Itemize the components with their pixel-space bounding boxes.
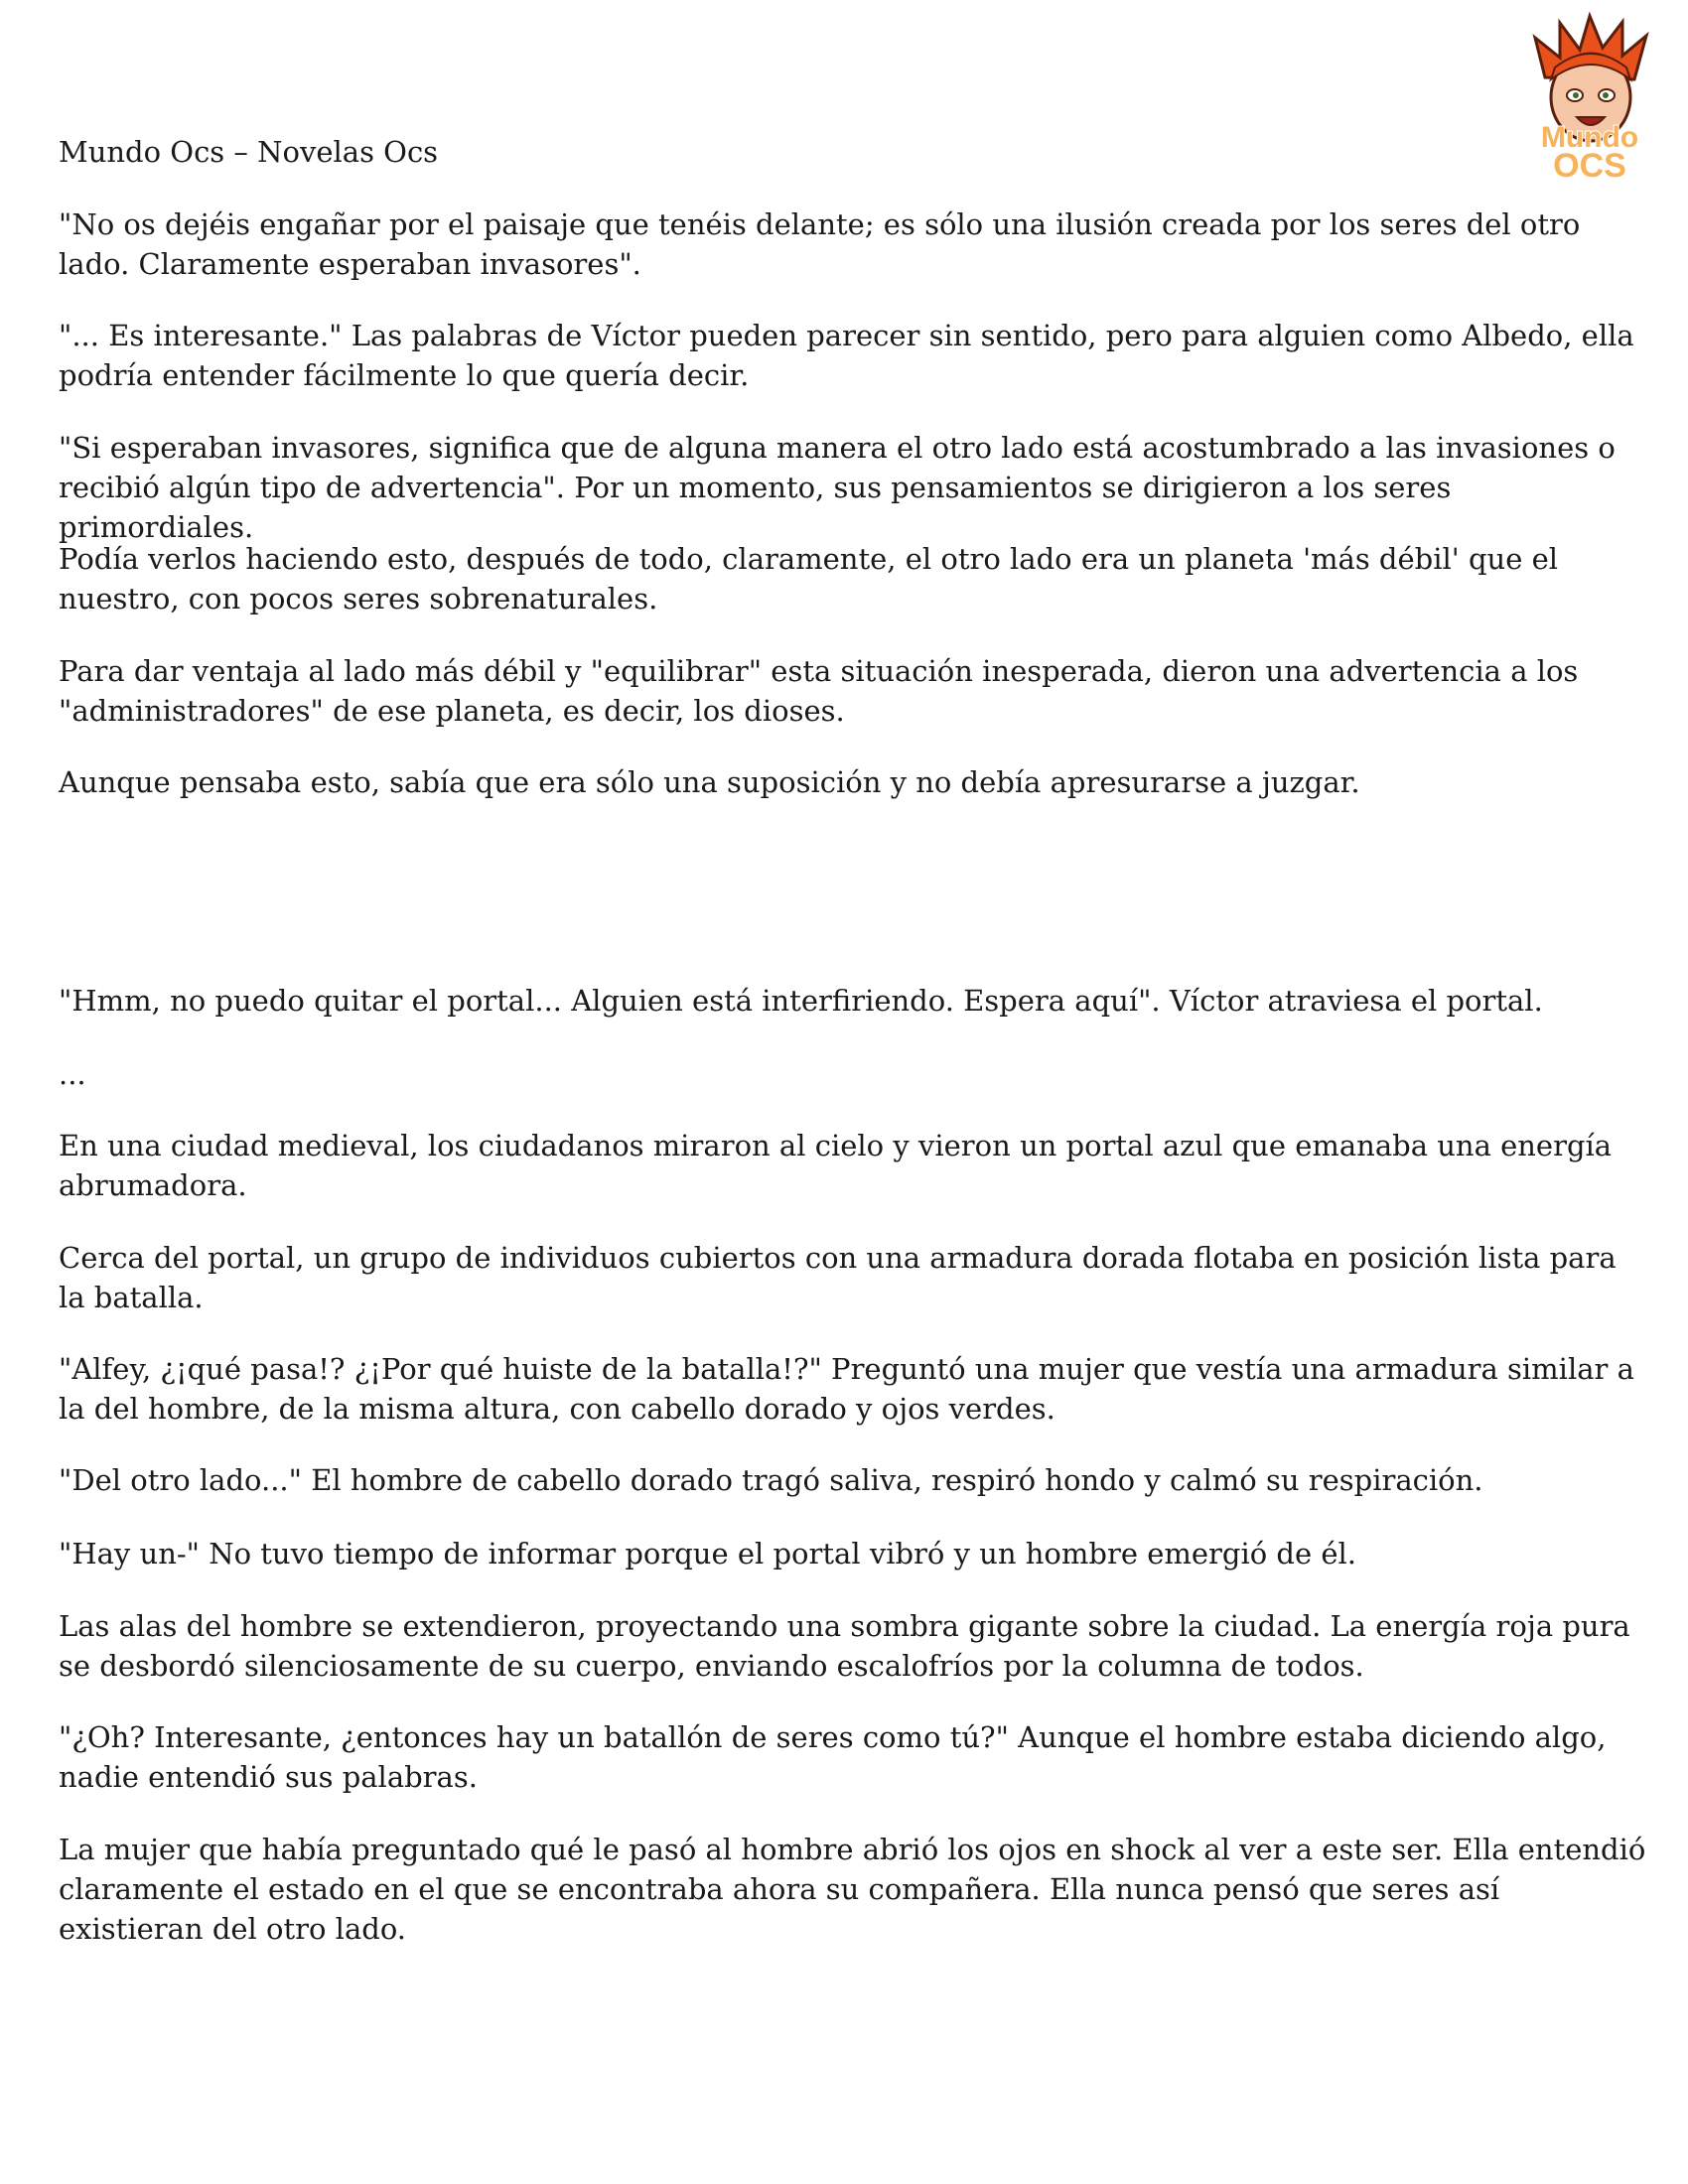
logo-text-bottom: OCS — [1553, 147, 1626, 183]
logo-text — [1541, 121, 1638, 183]
document-header: Mundo Ocs – Novelas Ocs — [59, 135, 439, 169]
document-page — [59, 0, 1647, 2184]
paragraph-8: En una ciudad medieval, los ciudadanos miraron al cielo y vieron un portal azul que emanaba una energía abrumadora. — [59, 1129, 1613, 1202]
mundo-ocs-logo — [1505, 8, 1674, 183]
paragraph-7: "Hmm, no puedo quitar el portal... Alguien está interfiriendo. Espera aquí". Víctor atraviesa el portal. — [59, 984, 1543, 1018]
paragraph-13: Las alas del hombre se extendieron, proyectando una sombra gigante sobre la ciudad. La energía roja pura se desbordó silenciosamente de su cuerpo, enviando escalofríos por la columna de todos. — [59, 1609, 1630, 1683]
paragraph-14: "¿Oh? Interesante, ¿entonces hay un batallón de seres como tú?" Aunque el hombre estaba diciendo algo, nadie entendió sus palabras. — [59, 1720, 1607, 1794]
paragraph-6: Aunque pensaba esto, sabía que era sólo una suposición y no debía apresurarse a juzgar. — [59, 765, 1360, 799]
paragraph-4: Podía verlos haciendo esto, después de todo, claramente, el otro lado era un planeta 'más débil' que el nuestro, con pocos seres sobrenaturales. — [59, 542, 1559, 615]
paragraph-5: Para dar ventaja al lado más débil y "equilibrar" esta situación inesperada, dieron una advertencia a los "administradores" de ese planeta, es decir, los dioses. — [59, 654, 1579, 728]
paragraph-10: "Alfey, ¿¡qué pasa!? ¿¡Por qué huiste de la batalla!?" Preguntó una mujer que vestía una armadura similar a la del hombre, de la misma altura, con cabello dorado y ojos verdes. — [59, 1352, 1634, 1426]
paragraph-9: Cerca del portal, un grupo de individuos cubiertos con una armadura dorada flotaba en posición lista para la batalla. — [59, 1241, 1617, 1314]
paragraph-3: "Si esperaban invasores, significa que de alguna manera el otro lado está acostumbrado a las invasiones o recibió algún tipo de advertencia". Por un momento, sus pensamientos se dirigieron a los seres primordiales. — [59, 431, 1616, 544]
logo-text-top: Mundo — [1540, 121, 1639, 154]
paragraph-12: "Hay un-" No tuvo tiempo de informar porque el portal vibró y un hombre emergió de él. — [59, 1537, 1356, 1570]
scene-break: ... — [59, 1057, 86, 1091]
paragraph-11: "Del otro lado..." El hombre de cabello dorado tragó saliva, respiró hondo y calmó su respiración. — [59, 1463, 1483, 1497]
paragraph-1: "No os dejéis engañar por el paisaje que tenéis delante; es sólo una ilusión creada por los seres del otro lado. Claramente esperaban invasores". — [59, 207, 1581, 281]
paragraph-15: La mujer que había preguntado qué le pasó al hombre abrió los ojos en shock al ver a este ser. Ella entendió claramente el estado en el que se encontraba ahora su compañera. Ella nunca pensó que seres así existieran del otro lado. — [59, 1833, 1646, 1946]
paragraph-2: "... Es interesante." Las palabras de Víctor pueden parecer sin sentido, pero para alguien como Albedo, ella podría entender fácilmente lo que quería decir. — [59, 319, 1634, 392]
